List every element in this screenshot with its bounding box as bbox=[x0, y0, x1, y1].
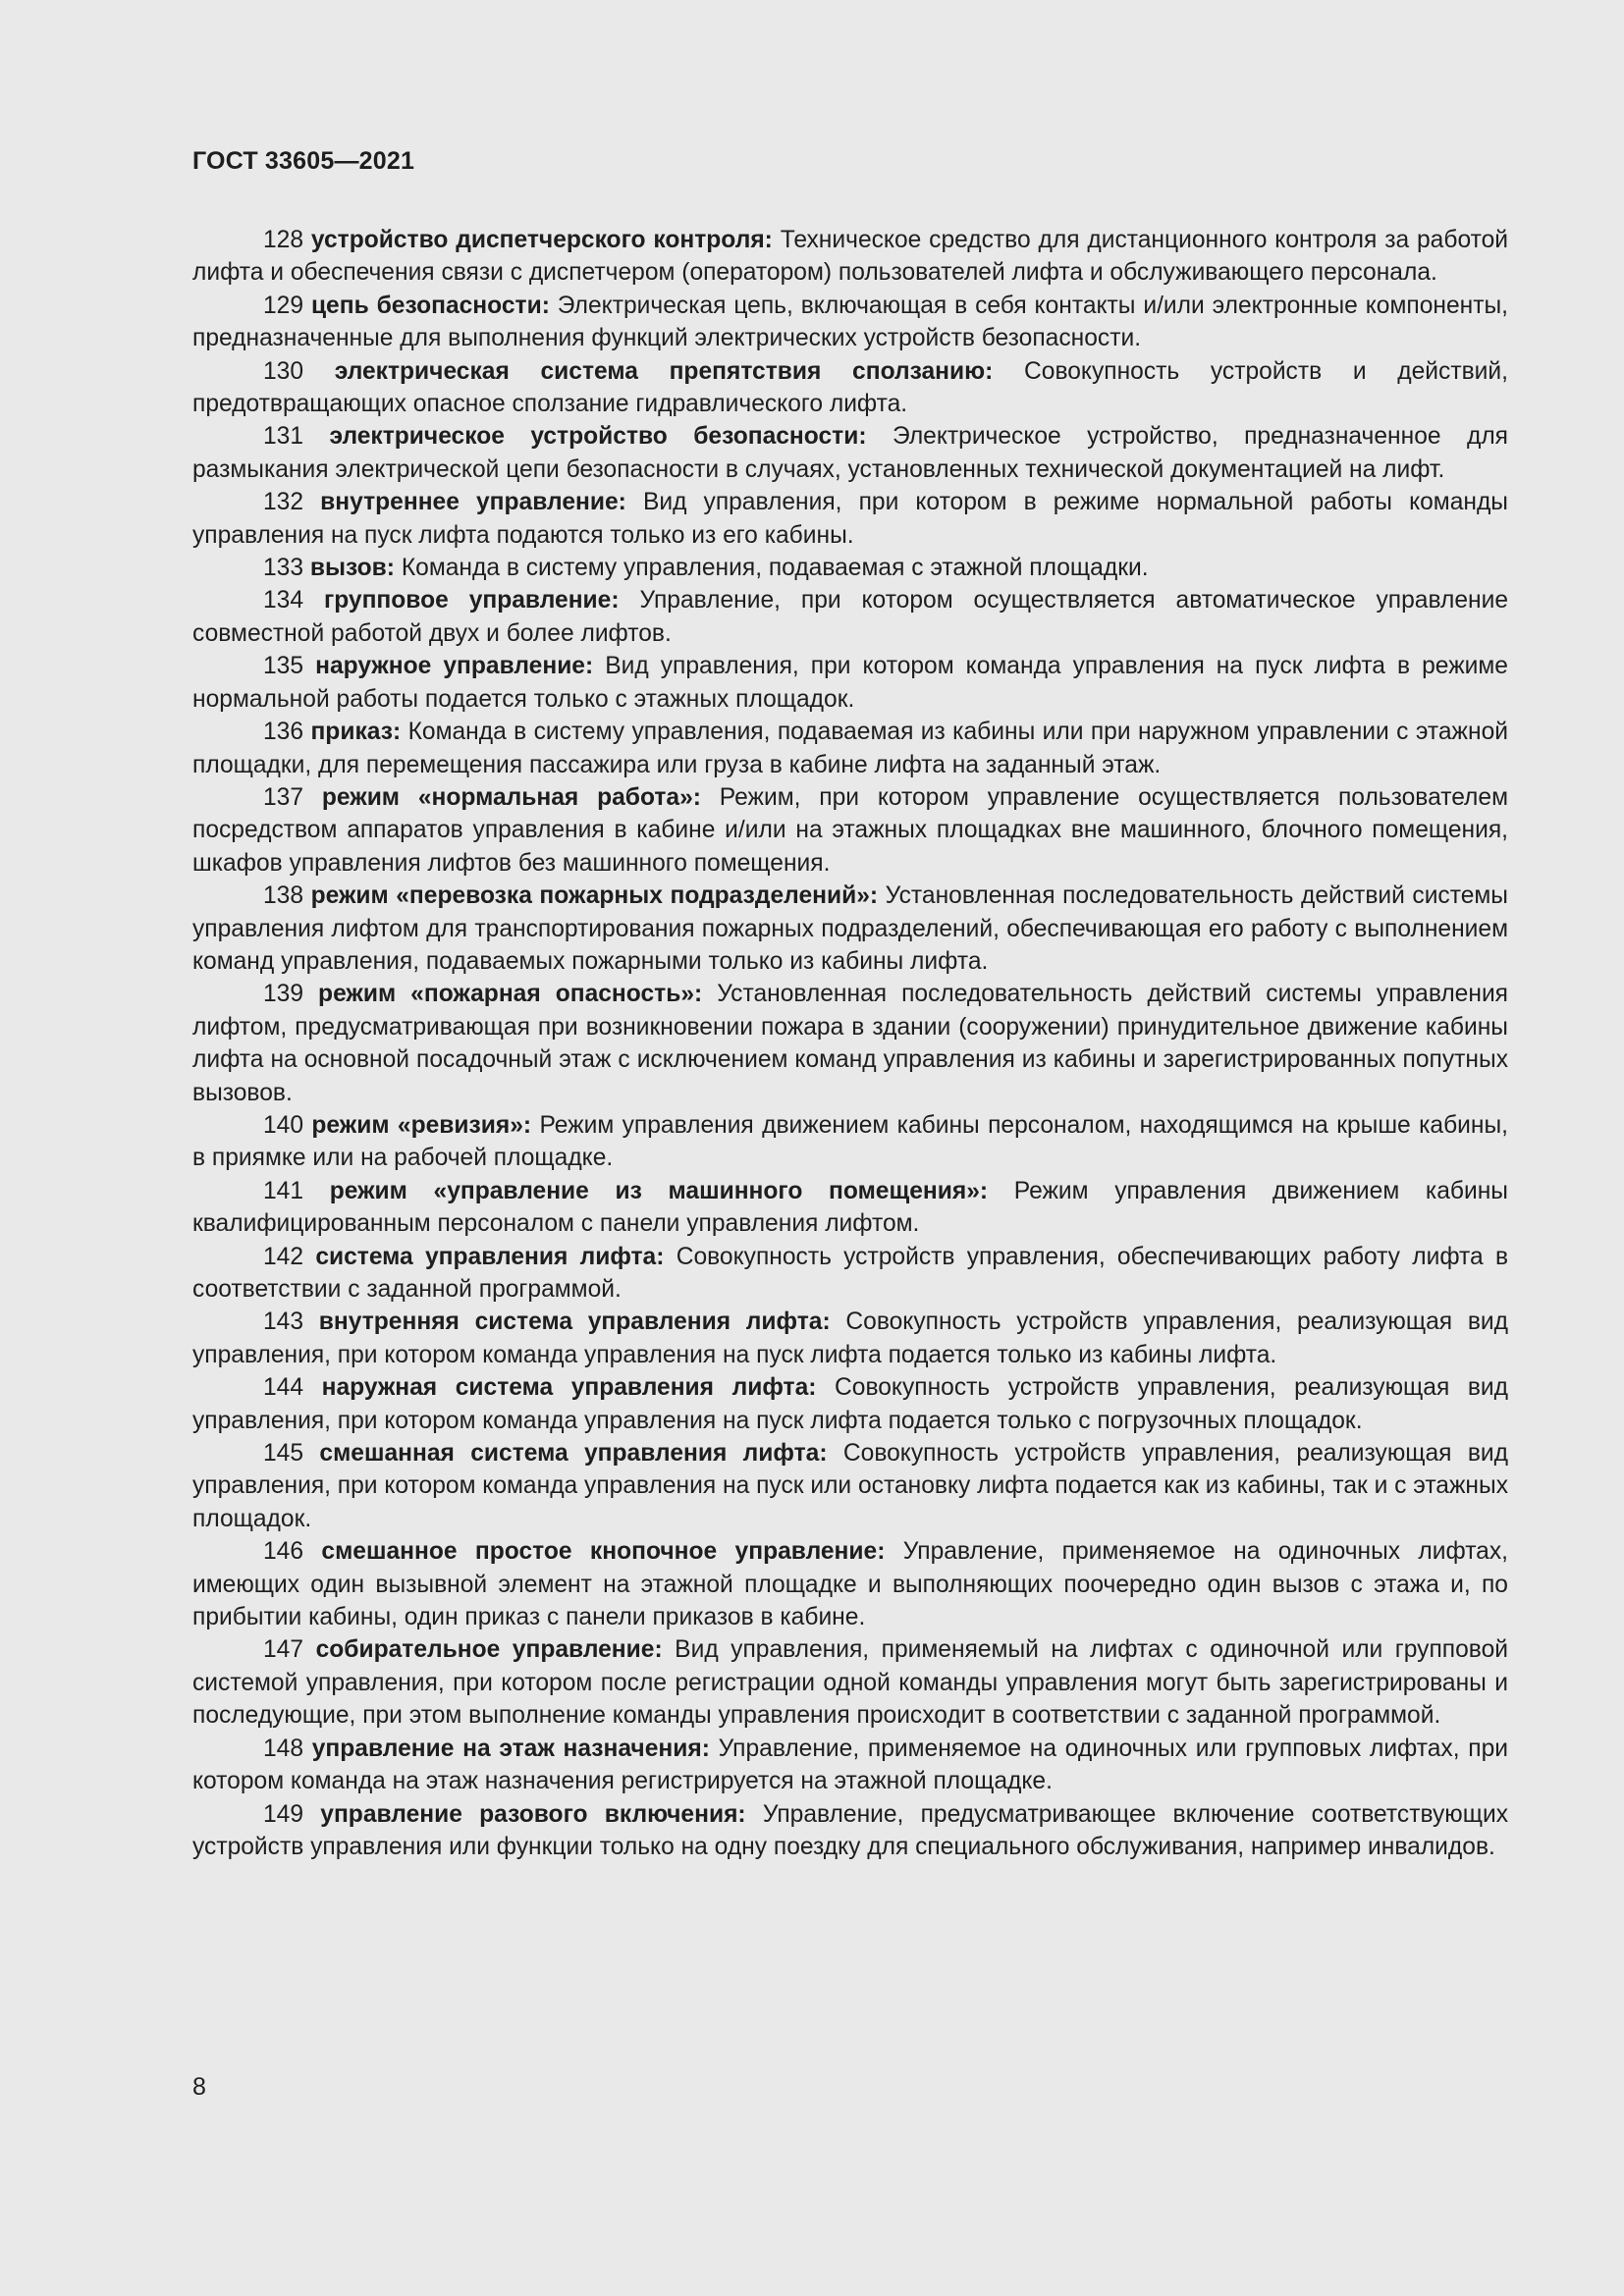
term-number: 148 bbox=[263, 1735, 304, 1762]
terms-list bbox=[192, 224, 1508, 1863]
term-number: 145 bbox=[263, 1440, 304, 1468]
term-entry bbox=[192, 584, 1508, 650]
term-entry bbox=[192, 420, 1508, 486]
term-number: 137 bbox=[263, 783, 304, 811]
term-name: групповое управление: bbox=[323, 587, 620, 614]
term-name: цепь безопасности: bbox=[310, 292, 550, 319]
term-name: смешанная система управления лифта: bbox=[319, 1440, 828, 1468]
term-number: 138 bbox=[263, 882, 304, 910]
term-entry bbox=[192, 224, 1508, 290]
term-name: режим «управление из машинного помещения»: bbox=[329, 1177, 989, 1204]
term-number: 144 bbox=[263, 1374, 304, 1402]
term-name: наружное управление: bbox=[315, 653, 594, 680]
term-number: 129 bbox=[263, 292, 304, 319]
term-definition: Режим управления движением кабины персоналом, находящимся на крыше кабины, в приямке или на рабочей площадке. bbox=[192, 1111, 1508, 1172]
term-number: 135 bbox=[263, 653, 304, 680]
term-number: 136 bbox=[263, 719, 304, 746]
term-name: наружная система управления лифта: bbox=[321, 1374, 817, 1402]
term-entry bbox=[192, 290, 1508, 355]
term-entry bbox=[192, 1633, 1508, 1732]
term-definition: Электрическое устройство, предназначенное для размыкания электрической цепи безопасности в случаях, установленных технической документацией на лифт. bbox=[192, 423, 1508, 483]
term-entry bbox=[192, 355, 1508, 421]
term-number: 142 bbox=[263, 1243, 304, 1270]
term-number: 149 bbox=[263, 1800, 304, 1828]
term-number: 128 bbox=[263, 227, 304, 253]
term-definition: Вид управления, применяемый на лифтах с одиночной или групповой системой управления, при котором после регистрации одной команды управления могут быть зарегистрированы и последующие, при этом выполнение команды управления происходит в соответствии с заданной программой. bbox=[192, 1636, 1508, 1730]
term-name: управление разового включения: bbox=[320, 1800, 746, 1828]
term-number: 134 bbox=[263, 587, 304, 614]
term-name: режим «перевозка пожарных подразделений»: bbox=[310, 882, 879, 910]
term-number: 146 bbox=[263, 1538, 304, 1566]
term-definition: Управление, предусматривающее включение соответствующих устройств управления или функции только на одну поездку для специального обслуживания, например инвалидов. bbox=[192, 1800, 1508, 1860]
term-name: режим «ревизия»: bbox=[311, 1111, 532, 1139]
term-definition: Совокупность устройств управления, реализующая вид управления, при котором команда управления на пуск или остановку лифта подается как из кабины, так и с этажных площадок. bbox=[192, 1440, 1509, 1532]
term-entry bbox=[192, 1371, 1508, 1437]
document-code-header: ГОСТ 33605—2021 bbox=[192, 147, 415, 175]
term-name: режим «пожарная опасность»: bbox=[318, 981, 703, 1008]
term-name: смешанное простое кнопочное управление: bbox=[321, 1538, 886, 1566]
term-entry bbox=[192, 781, 1508, 880]
term-definition: Техническое средство для дистанционного контроля за работой лифта и обеспечения связи с диспетчером (оператором) пользователей лифта и обслуживающего персонала. bbox=[192, 227, 1508, 287]
term-definition: Управление, при котором осуществляется автоматическое управление совместной работой двух и более лифтов. bbox=[192, 587, 1509, 647]
term-entry bbox=[192, 1109, 1508, 1175]
term-number: 141 bbox=[263, 1177, 304, 1204]
term-definition: Электрическая цепь, включающая в себя контакты и/или электронные компоненты, предназначенные для выполнения функций электрических устройств безопасности. bbox=[192, 292, 1508, 352]
term-number: 133 bbox=[263, 555, 304, 582]
term-entry bbox=[192, 716, 1508, 781]
page-number: 8 bbox=[192, 2073, 206, 2101]
term-definition: Управление, применяемое на одиночных или групповых лифтах, при котором команда на этаж назначения регистрируется на этажной площадке. bbox=[192, 1735, 1508, 1795]
term-name: устройство диспетчерского контроля: bbox=[310, 227, 773, 253]
term-entry bbox=[192, 978, 1508, 1109]
term-name: режим «нормальная работа»: bbox=[321, 783, 701, 811]
term-number: 140 bbox=[263, 1111, 304, 1139]
term-name: внутреннее управление: bbox=[320, 489, 626, 516]
term-definition: Установленная последовательность действий системы управления лифтом, предусматривающая при возникновении пожара в здании (сооружении) принудительное движение кабины лифта на основной посадочный этаж с исключением команд управления из кабины и зарегистрированных попутных вызовов. bbox=[192, 981, 1509, 1106]
term-name: электрическая система препятствия сползанию: bbox=[334, 357, 994, 385]
term-definition: Совокупность устройств управления, обеспечивающих работу лифта в соответствии с заданной программой. bbox=[192, 1243, 1509, 1303]
term-definition: Совокупность устройств управления, реализующая вид управления, при котором команда управления на пуск лифта подается только из кабины лифта. bbox=[192, 1308, 1508, 1368]
term-entry bbox=[192, 552, 1508, 584]
term-entry bbox=[192, 1241, 1508, 1307]
term-entry bbox=[192, 486, 1508, 552]
term-definition: Установленная последовательность действий системы управления лифтом для транспортирования пожарных подразделений, обеспечивающая его работу с выполнением команд управления, подаваемых пожарными только из кабины лифта. bbox=[192, 882, 1508, 975]
term-definition: Вид управления, при котором команда управления на пуск лифта в режиме нормальной работы подается только с этажных площадок. bbox=[192, 653, 1508, 713]
term-definition: Режим управления движением кабины квалифицированным персоналом с панели управления лифтом. bbox=[192, 1177, 1508, 1238]
term-number: 131 bbox=[263, 423, 304, 451]
term-number: 143 bbox=[263, 1308, 304, 1336]
term-number: 130 bbox=[263, 357, 304, 385]
term-number: 147 bbox=[263, 1636, 304, 1664]
term-name: управление на этаж назначения: bbox=[311, 1735, 710, 1762]
term-definition: Вид управления, при котором в режиме нормальной работы команды управления на пуск лифта подаются только из его кабины. bbox=[192, 489, 1508, 549]
term-name: собирательное управление: bbox=[315, 1636, 663, 1664]
term-name: электрическое устройство безопасности: bbox=[329, 423, 867, 451]
term-name: внутренняя система управления лифта: bbox=[318, 1308, 831, 1336]
term-definition: Управление, применяемое на одиночных лифтах, имеющих один вызывной элемент на этажной площадке и выполняющих поочередно один вызов с этажа и, по прибытии кабины, один приказ с панели приказов в кабине. bbox=[192, 1538, 1508, 1631]
term-number: 139 bbox=[263, 981, 304, 1008]
term-entry bbox=[192, 880, 1508, 978]
term-name: система управления лифта: bbox=[315, 1243, 665, 1270]
term-name: вызов: bbox=[309, 555, 395, 582]
term-entry bbox=[192, 1175, 1508, 1241]
term-number: 132 bbox=[263, 489, 304, 516]
term-definition: Совокупность устройств управления, реализующая вид управления, при котором команда управления на пуск лифта подается только с погрузочных площадок. bbox=[192, 1374, 1508, 1434]
term-definition: Команда в систему управления, подаваемая с этажной площадки. bbox=[401, 555, 1149, 582]
term-definition: Совокупность устройств и действий, предотвращающих опасное сползание гидравлического лифта. bbox=[192, 357, 1508, 418]
term-definition: Режим, при котором управление осуществляется пользователем посредством аппаратов управления в кабине и/или на этажных площадках вне машинного, блочного помещения, шкафов управления лифтов без машинного помещения. bbox=[192, 783, 1508, 877]
term-name: приказ: bbox=[310, 719, 402, 746]
term-entry bbox=[192, 1733, 1508, 1798]
term-entry bbox=[192, 650, 1508, 716]
term-entry bbox=[192, 1798, 1508, 1864]
term-entry bbox=[192, 1437, 1508, 1535]
term-definition: Команда в систему управления, подаваемая из кабины или при наружном управлении с этажной площадки, для перемещения пассажира или груза в кабине лифта на заданный этаж. bbox=[192, 719, 1508, 778]
term-entry bbox=[192, 1306, 1508, 1371]
term-entry bbox=[192, 1535, 1508, 1633]
